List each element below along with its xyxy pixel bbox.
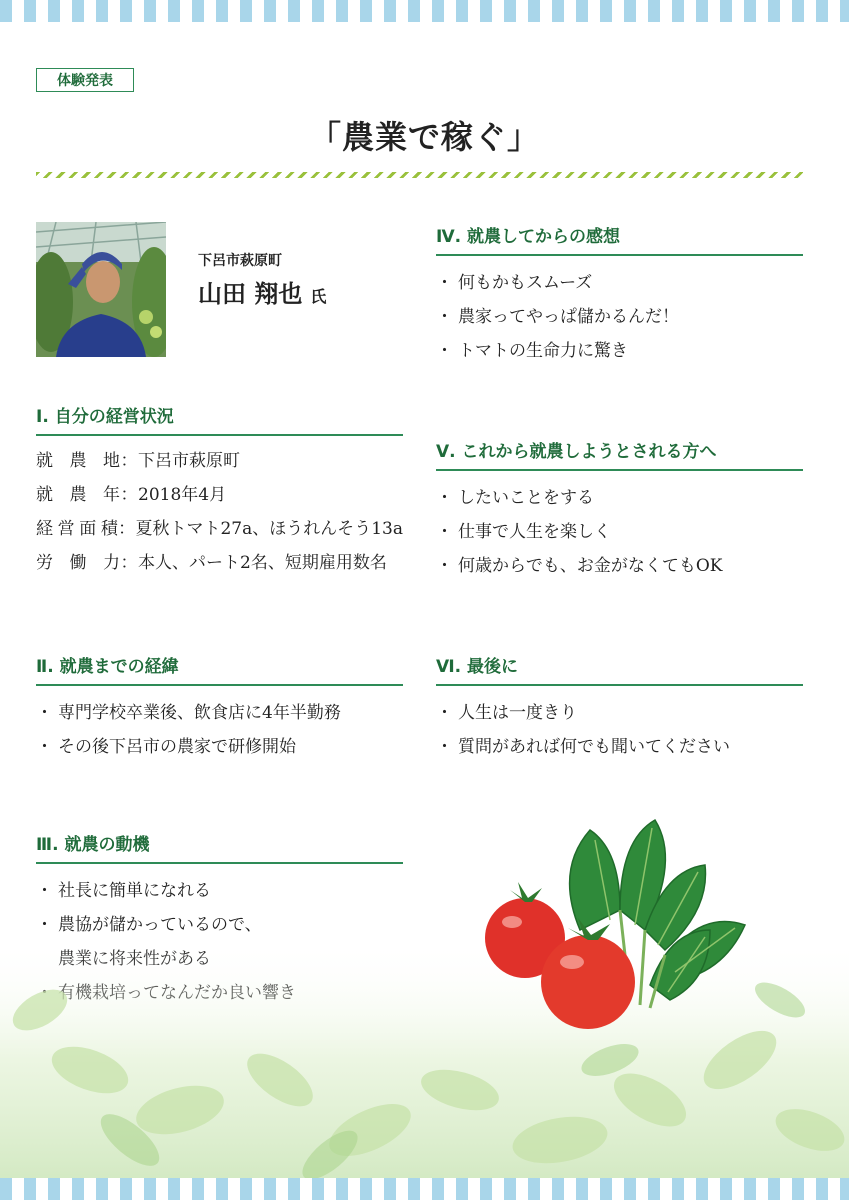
- list-item: ・ 社長に簡単になれる: [36, 874, 403, 908]
- list-item: ・ トマトの生命力に驚き: [436, 334, 803, 368]
- section-impressions: [436, 222, 803, 368]
- section-advice: [436, 437, 803, 583]
- section-heading: Ⅵ. 最後に: [436, 652, 803, 686]
- section-heading: Ⅲ. 就農の動機: [36, 830, 403, 864]
- info-value: 夏秋トマト27a、ほうれんそう13a: [135, 519, 403, 539]
- info-value: 下呂市萩原町: [138, 451, 240, 471]
- list-item: ・ 何もかもスムーズ: [436, 266, 803, 300]
- list-item: ・ その後下呂市の農家で研修開始: [36, 730, 403, 764]
- section-background: [36, 652, 403, 764]
- profile-location: 下呂市萩原町: [198, 253, 282, 269]
- info-value: 本人、パート2名、短期雇用数名: [138, 553, 387, 573]
- list-item: ・ 専門学校卒業後、飲食店に4年半勤務: [36, 696, 403, 730]
- profile-name-text: 山田 翔也: [198, 280, 303, 308]
- info-row: 労働力 ： 本人、パート2名、短期雇用数名: [36, 546, 403, 580]
- info-row: 経営面積 ： 夏秋トマト27a、ほうれんそう13a: [36, 512, 403, 546]
- list-item: ・ 人生は一度きり: [436, 696, 803, 730]
- info-label: 就農地: [36, 451, 120, 471]
- list-item: ・ 農協が儲かっているので、: [36, 908, 403, 942]
- section-heading: Ⅰ. 自分の経営状況: [36, 402, 403, 436]
- farmer-portrait-photo: [36, 222, 166, 357]
- section-heading: Ⅴ. これから就農しようとされる方へ: [436, 437, 803, 471]
- title-divider: [36, 172, 803, 178]
- profile-honorific: 氏: [310, 287, 327, 306]
- page-title: 「農業で稼ぐ」: [308, 118, 540, 156]
- info-label: 就農年: [36, 485, 120, 505]
- profile-name: [198, 274, 326, 309]
- list-item: ・ 仕事で人生を楽しく: [436, 515, 803, 549]
- list-item: ・ 質問があれば何でも聞いてください: [436, 730, 803, 764]
- info-row: 就農地 ： 下呂市萩原町: [36, 444, 403, 478]
- section-closing: [436, 652, 803, 764]
- section-heading: Ⅱ. 就農までの経緯: [36, 652, 403, 686]
- info-label: 労働力: [36, 553, 120, 573]
- section-heading: Ⅳ. 就農してからの感想: [436, 222, 803, 256]
- list-item: ・ 何歳からでも、お金がなくてもOK: [436, 549, 803, 583]
- list-item: ・ 農家ってやっぱ儲かるんだ！: [436, 300, 803, 334]
- top-stripe-border: [0, 0, 849, 22]
- tomato-spinach-illustration: [470, 810, 770, 1040]
- info-label: 経営面積: [36, 519, 118, 539]
- info-row: 就農年 ： 2018年4月: [36, 478, 403, 512]
- section-management-status: [36, 402, 403, 580]
- info-value: 2018年4月: [138, 485, 227, 505]
- list-item: ・ したいことをする: [436, 481, 803, 515]
- category-tag: 体験発表: [36, 68, 134, 92]
- bottom-stripe-border: [0, 1178, 849, 1200]
